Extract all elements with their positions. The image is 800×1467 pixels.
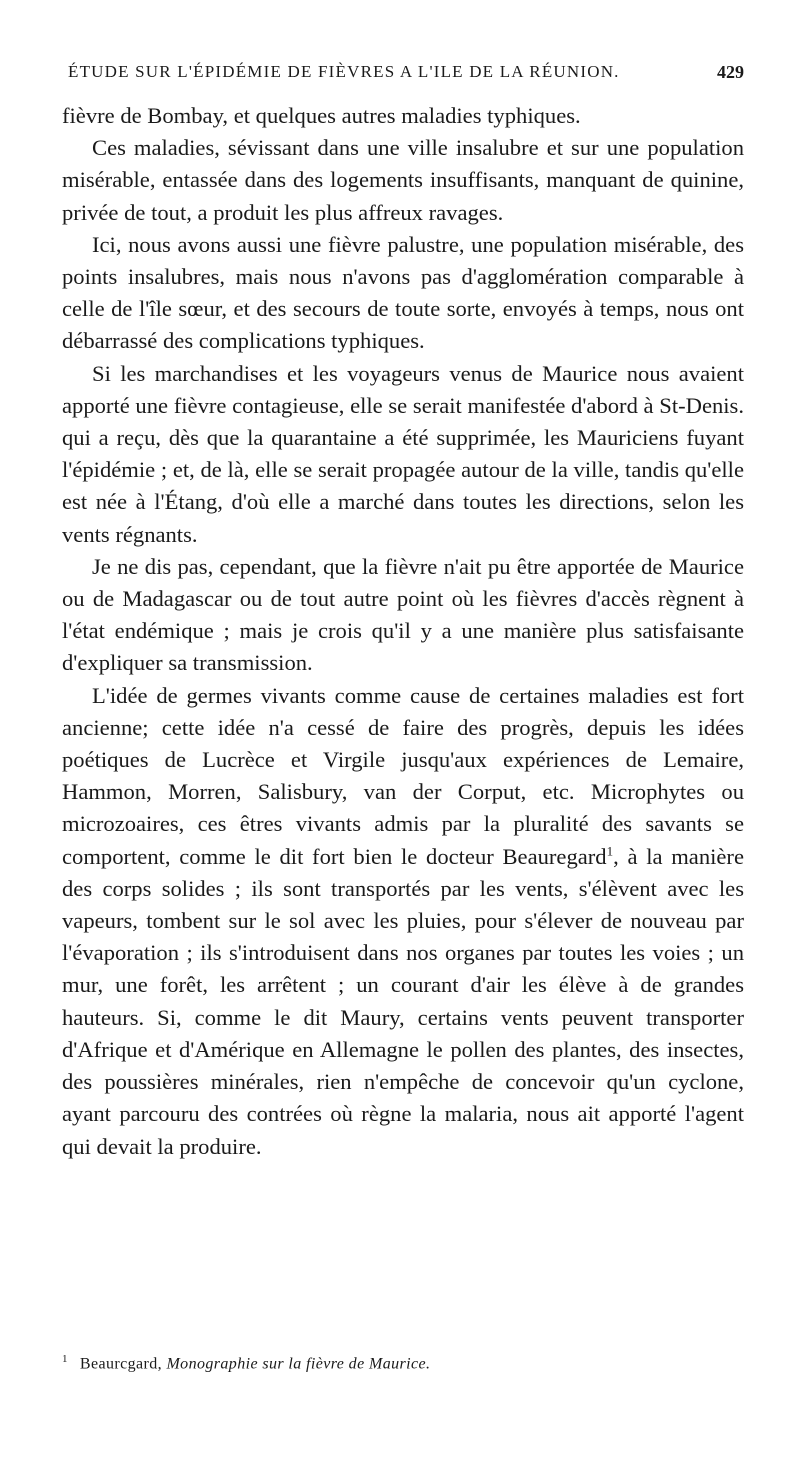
- footnote-title: Monographie sur la fièvre de Maurice.: [166, 1355, 431, 1373]
- running-head: [62, 62, 744, 88]
- book-page: [62, 0, 744, 1467]
- paragraph-text: L'idée de germes vivants comme cause de certaines maladies est fort ancienne; cette idée n'a cessé de faire des progrès, depuis les idées poétiques de Lucrèce et Virgile jusqu'aux expériences de Lemaire, Hammon, Morren, Salisbury, van der Corput, etc. Microphytes ou microzoaires, ces êtres vivants admis par la pluralité des savants se comportent, comme le dit fort bien le docteur Beauregard: [62, 682, 744, 869]
- body-text: [62, 100, 744, 1163]
- paragraph: Ces maladies, sévissant dans une ville insalubre et sur une population misérable, entassée dans des logements insuffisants, manquant de quinine, privée de tout, a produit les plus affreux ravages.: [62, 135, 744, 225]
- paragraph: Si les marchandises et les voyageurs venus de Maurice nous avaient apporté une fièvre contagieuse, elle se serait manifestée d'abord à St-Denis. qui a reçu, dès que la quarantaine a été supprimée, les Mauriciens fuyant l'épidémie ; et, de là, elle se serait propagée autour de la ville, tandis qu'elle est née à l'Étang, d'où elle a marché dans toutes les directions, selon les vents régnants.: [62, 360, 744, 547]
- footnote: [62, 1348, 744, 1375]
- footnote-author: Beaurcgard,: [79, 1355, 163, 1373]
- paragraph-text: , à la manière des corps solides ; ils sont transportés par les vents, s'élèvent avec les vapeurs, tombent sur le sol avec les pluies, pour s'élever de nouveau par l'évaporation ; ils s'introduisent dans nos organes par toutes les voies ; un mur, une forêt, les arrêtent ; un courant d'air les élève à de grandes hauteurs. Si, comme le dit Maury, certains vents peuvent transporter d'Afrique et d'Amérique en Allemagne le pollen des plantes, des insectes, des poussières minérales, rien n'empêche de concevoir qu'un cyclone, ayant parcouru des contrées où règne la malaria, nous ait apporté l'agent qui devait la produire.: [62, 843, 744, 1159]
- paragraph-continued: fièvre de Bombay, et quelques autres maladies typhiques.: [62, 103, 581, 128]
- paragraph: Je ne dis pas, cependant, que la fièvre n'ait pu être apportée de Maurice ou de Madagascar ou de tout autre point où les fièvres d'accès règnent à l'état endémique ; mais je crois qu'il y a une manière plus satisfaisante d'expliquer sa transmission.: [62, 553, 744, 676]
- footnote-reference: 1: [606, 843, 614, 859]
- paragraph: Ici, nous avons aussi une fièvre palustre, une population misérable, des points insalubres, mais nous n'avons pas d'agglomération comparable à celle de l'île sœur, et des secours de toute sorte, envoyés à temps, nous ont débarrassé des complications typhiques.: [62, 231, 744, 354]
- page-number: 429: [717, 62, 744, 82]
- running-title: ÉTUDE SUR L'ÉPIDÉMIE DE FIÈVRES A L'ILE DE LA RÉUNION.: [68, 62, 620, 81]
- footnote-mark: 1: [62, 1353, 68, 1365]
- paragraph-with-footnote: [62, 680, 744, 1163]
